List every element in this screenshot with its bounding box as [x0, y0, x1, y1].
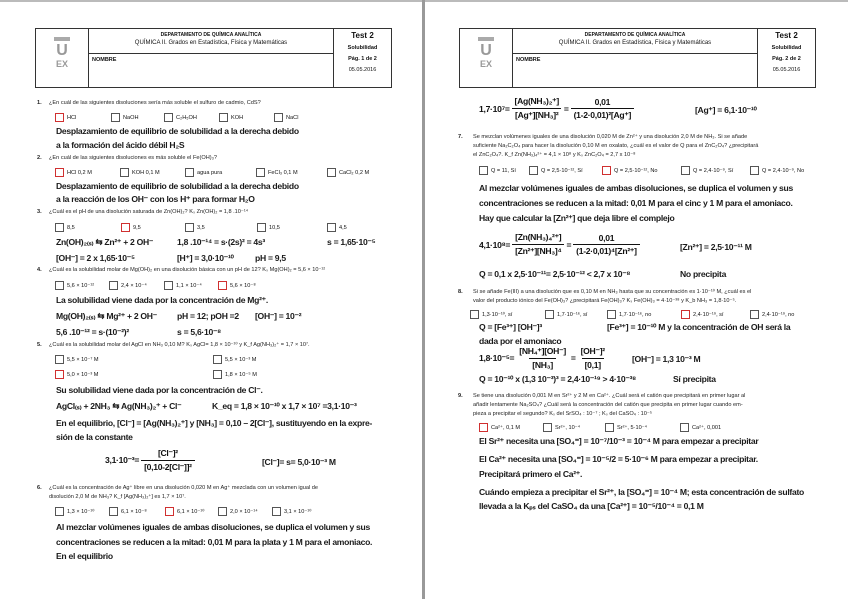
- option[interactable]: 3,5: [185, 223, 205, 232]
- option[interactable]: 2,4·10⁻¹⁹, sí: [681, 310, 724, 319]
- header-table: [35, 28, 392, 88]
- question-number: 4.: [37, 267, 42, 273]
- answer-text: concentraciones se reducen a la mitad: 0,01 M para el cinc y 1 M para el amoniaco.: [479, 198, 793, 208]
- page-divider: [422, 0, 425, 599]
- checkbox[interactable]: [545, 310, 554, 319]
- checkbox-selected[interactable]: [121, 223, 130, 232]
- checkbox-selected[interactable]: [55, 113, 64, 122]
- question-number: 2.: [37, 155, 42, 161]
- department: DEPARTAMENTO DE QUÍMICA ANALÍTICA: [160, 32, 262, 38]
- checkbox[interactable]: [607, 310, 616, 319]
- answer-text: dada por el amoniaco: [479, 336, 562, 346]
- fraction-equation: 4,1·10⁸= $\frac{\text{[Zn(NH₃)₄²⁺]}}{\text{[Zn²⁺][NH₃]⁴}}$ = $\frac{0,01}{\text{(1-2·0,01)⁴[Zn²⁺]}}$: [479, 232, 642, 257]
- result: [Ag⁺] = 6,1·10⁻¹⁰: [695, 105, 757, 115]
- checkbox-selected[interactable]: [602, 166, 611, 175]
- checkbox[interactable]: [213, 370, 222, 379]
- checkbox[interactable]: [55, 223, 64, 232]
- checkbox[interactable]: [164, 113, 173, 122]
- question-text: el ZnC₂O₄?. K_f Zn(NH₃)₄²⁺ = 4,1 × 10⁸ y Kₛ ZnC₂O₄ = 2,7 x 10⁻⁸: [473, 152, 636, 158]
- checkbox[interactable]: [272, 507, 281, 516]
- question-text: Si se añade Fe(III) a una disolución que es 0,10 M en NH₃ hasta que su concentración es 1·10⁻¹⁰ M, ¿cuál es el: [473, 289, 752, 295]
- option[interactable]: 2,0 × 10⁻¹⁴: [218, 507, 258, 516]
- option[interactable]: HCl 0,2 M: [55, 168, 92, 177]
- answer-text: Al mezclar volúmenes iguales de ambas disoluciones, se duplica el volumen y sus: [479, 183, 793, 193]
- result: [Cl⁻]= s= 5,0·10⁻³ M: [262, 457, 336, 467]
- option[interactable]: 1,7·10⁻¹⁶, no: [607, 310, 651, 319]
- answer-text: Al mezclar volúmenes iguales de ambas disoluciones, se duplica el volumen y sus: [56, 522, 370, 532]
- topic: Solubilidad: [771, 45, 802, 51]
- option[interactable]: 1,8 × 10⁻⁵ M: [213, 370, 257, 379]
- date: 05.05.2016: [772, 67, 801, 73]
- question-number: 8.: [458, 289, 463, 295]
- course: QUÍMICA II. Grados en Estadística, Física y Matemáticas: [134, 40, 288, 46]
- page-number: Pág. 2 de 2: [772, 56, 801, 62]
- checkbox[interactable]: [479, 166, 488, 175]
- equation: K_eq = 1,8 × 10⁻¹⁰ x 1,7 × 10⁷ =3,1·10⁻³: [212, 401, 357, 411]
- option[interactable]: KOH: [219, 113, 243, 122]
- answer-text: llevada a la Kₚₛ del CaSO₄ da una [Ca²⁺] = 10⁻⁵/10⁻⁴ = 0,1 M: [479, 501, 704, 511]
- question-text: añadir lentamente Na₂SO₄? ¿Cuál será la concentración del catión que precipita en primer lugar cuando em-: [473, 402, 743, 408]
- equation: 1,8 .10⁻¹⁴ = s·(2s)² = 4s³: [177, 237, 265, 247]
- question-text: ¿Cuál es el pH de una disolución saturada de Zn(OH)₂? Kₛ Zn(OH)₂ = 1,8 .10⁻¹⁴: [49, 209, 249, 215]
- checkbox[interactable]: [327, 168, 336, 177]
- checkbox[interactable]: [750, 310, 759, 319]
- checkbox[interactable]: [55, 355, 64, 364]
- checkbox[interactable]: [219, 113, 228, 122]
- question-text: valor del producto iónico del Fe(OH)₃? ¿precipitará Fe(OH)₃? Kₛ Fe(OH)₃ = 4·10⁻³⁸ y K_b NH₃ = 1,8·10⁻⁵.: [473, 298, 737, 304]
- answer-text: En el equilibrio, [Cl⁻] = [Ag(NH₃)₂⁺] y [NH₃] = 0,10 – 2[Cl⁻], sustituyendo en la expre-: [56, 418, 373, 428]
- option[interactable]: 3,1 × 10⁻¹⁰: [272, 507, 311, 516]
- option[interactable]: 10,5: [257, 223, 280, 232]
- question-text: Se tiene una disolución 0,001 M en Sr²⁺ y 2 M en Ca²⁺. ¿Cuál será el catión que precipitará en primer lugar al: [473, 393, 746, 399]
- result: [OH⁻] = 1,3 10⁻³ M: [632, 354, 701, 364]
- checkbox-selected[interactable]: [218, 281, 227, 290]
- answer-text: El Ca²⁺ necesita una [SO₄⁼] = 10⁻⁵/2 = 5·10⁻⁶ M para empezar a precipitar.: [479, 454, 758, 464]
- option[interactable]: 2,4·10⁻¹⁹, no: [750, 310, 794, 319]
- question-text: ¿Cuál es la concentración de Ag⁺ libre en una disolución 0,020 M en Ag⁺ mezclada con un volumen igual de: [49, 485, 318, 491]
- checkbox[interactable]: [120, 168, 129, 177]
- option[interactable]: 2,4 × 10⁻⁴: [109, 281, 147, 290]
- question-number: 6.: [37, 485, 42, 491]
- answer-text: concentraciones se reducen a la mitad: 0,01 M para la plata y 1 M para el amoniaco.: [56, 537, 373, 547]
- equation: [OH⁻] = 2 x 1,65·10⁻⁵: [56, 253, 135, 263]
- equation: pH = 9,5: [255, 253, 286, 263]
- checkbox-selected[interactable]: [55, 168, 64, 177]
- checkbox[interactable]: [470, 310, 479, 319]
- checkbox-selected[interactable]: [479, 423, 488, 432]
- question-text: ¿Cuál es la solubilidad molar del AgCl en NH₃ 0,10 M? Kₛ AgCl= 1,8 × 10⁻¹⁰ y K_f Ag(NH₃)₂⁺ = 1,7 × 10⁷.: [49, 342, 310, 348]
- option[interactable]: Q = 2,5·10⁻¹², No: [602, 166, 658, 175]
- checkbox-selected[interactable]: [55, 370, 64, 379]
- test-title: Test 2: [775, 31, 798, 40]
- option[interactable]: 5,0 × 10⁻³ M: [55, 370, 98, 379]
- option[interactable]: 4,5: [327, 223, 347, 232]
- option[interactable]: 9,5: [121, 223, 141, 232]
- university-logo: U EX: [52, 37, 72, 79]
- equation: Q = 10⁻¹⁰ x (1,3 10⁻³)³ = 2,4·10⁻¹⁹ > 4·10⁻³⁸: [479, 374, 636, 384]
- equation: pH = 12; pOH =2: [177, 311, 239, 321]
- checkbox[interactable]: [111, 113, 120, 122]
- checkbox[interactable]: [257, 223, 266, 232]
- fraction-equation: 1,7·10⁷= $\frac{\text{[Ag(NH₃)₂⁺]}}{\text{[Ag⁺][NH₃]²}}$ = $\frac{0,01}{\text{(1-2·0,01)²[Ag⁺]}}$: [479, 96, 636, 121]
- answer-text: sión de la constante: [56, 432, 133, 442]
- checkbox[interactable]: [164, 281, 173, 290]
- option[interactable]: 1,3·10⁻¹⁰, sí: [470, 310, 512, 319]
- answer-text: Desplazamiento de equilibrio de solubilidad a la derecha debido: [56, 181, 299, 191]
- question-text: ¿Cuál es la solubilidad molar de Mg(OH)₂ en una disolución básica con un pH de 12? Kₛ Mg(OH)₂ = 5,6 × 10⁻¹²: [49, 267, 326, 273]
- option[interactable]: 8,5: [55, 223, 75, 232]
- option[interactable]: Ca²⁺, 0,1 M: [479, 423, 520, 432]
- checkbox[interactable]: [55, 281, 64, 290]
- checkbox[interactable]: [681, 166, 690, 175]
- answer-text: Su solubilidad viene dada por la concentración de Cl⁻.: [56, 385, 263, 395]
- answer-text: Precipitará primero el Ca²⁺.: [479, 469, 583, 479]
- question-number: 1.: [37, 100, 42, 106]
- option[interactable]: HCl: [55, 113, 76, 122]
- option[interactable]: Sr²⁺, 10⁻⁴: [543, 423, 580, 432]
- answer-text: a la formación del ácido débil H₂S: [56, 140, 185, 150]
- question-number: 7.: [458, 134, 463, 140]
- option[interactable]: 6,1 × 10⁻⁸: [109, 507, 147, 516]
- option[interactable]: NaCl: [274, 113, 298, 122]
- course: QUÍMICA II. Grados en Estadística, Física y Matemáticas: [558, 40, 712, 46]
- question-text: ¿En cuál de las siguientes disoluciones es más soluble el Fe(OH)₃?: [49, 155, 217, 161]
- name-label: NOMBRE: [92, 57, 117, 63]
- option[interactable]: C₂H₅OH: [164, 113, 197, 122]
- fraction-equation: 3,1·10⁻³= $\frac{\text{[Cl⁻]²}}{\text{[0,10-2[Cl⁻]]²}}$: [105, 448, 197, 473]
- option[interactable]: 1,7·10⁻¹⁶, sí: [545, 310, 587, 319]
- equation: [H⁺] = 3,0·10⁻¹⁰: [177, 253, 234, 263]
- equation: Q = [Fe³⁺] [OH⁻]³: [479, 322, 542, 332]
- header-table: [459, 28, 816, 88]
- university-logo: U EX: [476, 37, 496, 79]
- checkbox[interactable]: [109, 507, 118, 516]
- checkbox[interactable]: [750, 166, 759, 175]
- fraction-equation: 1,8·10⁻⁵= $\frac{\text{[NH₄⁺][OH⁻]}}{\text{[NH₃]}}$ = $\frac{\text{[OH⁻]²}}{[0,1]}$: [479, 346, 605, 370]
- answer-text: [Fe³⁺] = 10⁻¹⁰ M y la concentración de OH será la: [607, 322, 791, 332]
- equation: s = 1,65·10⁻⁵: [327, 237, 376, 247]
- option[interactable]: Q = 2,4·10⁻⁹, Sí: [681, 166, 733, 175]
- result: [Zn²⁺] = 2,5·10⁻¹¹ M: [680, 242, 752, 252]
- option[interactable]: Q = 2,5·10⁻¹², Sí: [529, 166, 583, 175]
- option[interactable]: 6,1 × 10⁻¹⁰: [165, 507, 204, 516]
- checkbox[interactable]: [213, 355, 222, 364]
- checkbox[interactable]: [274, 113, 283, 122]
- checkbox[interactable]: [185, 223, 194, 232]
- checkbox[interactable]: [256, 168, 265, 177]
- checkbox[interactable]: [109, 281, 118, 290]
- option[interactable]: NaOH: [111, 113, 139, 122]
- conclusion: No precipita: [680, 269, 727, 279]
- option[interactable]: Sr²⁺, 5·10⁻⁴: [605, 423, 647, 432]
- question-text: pieza a precipitar el segundo? Kₛ del SrSO₄ : 10⁻⁷ ; Kₛ del CaSO₄ : 10⁻⁵: [473, 411, 653, 417]
- option[interactable]: 5,6 × 10⁻¹²: [55, 281, 94, 290]
- checkbox[interactable]: [543, 423, 552, 432]
- checkbox[interactable]: [218, 507, 227, 516]
- equation: AgCl₍ₛ₎ + 2NH₃ ⇆ Ag(NH₃)₂⁺ + Cl⁻: [56, 401, 182, 411]
- option[interactable]: 5,6 × 10⁻⁸: [218, 281, 256, 290]
- checkbox-selected[interactable]: [165, 507, 174, 516]
- option[interactable]: KOH 0,1 M: [120, 168, 160, 177]
- question-text: Se mezclan volúmenes iguales de una disolución 0,020 M de Zn²⁺ y una disolución 2,0 M de NH₃. Si se añade: [473, 134, 748, 140]
- option[interactable]: 1,1 × 10⁻⁴: [164, 281, 202, 290]
- date: 05.05.2016: [348, 67, 377, 73]
- option[interactable]: CaCl₂ 0,2 M: [327, 168, 369, 177]
- option[interactable]: 1,3 × 10⁻¹⁰: [55, 507, 94, 516]
- answer-text: Hay que calcular la [Zn²⁺] que deja libre el complejo: [479, 213, 675, 223]
- checkbox[interactable]: [327, 223, 336, 232]
- name-label: NOMBRE: [516, 57, 541, 63]
- topic: Solubilidad: [347, 45, 378, 51]
- department: DEPARTAMENTO DE QUÍMICA ANALÍTICA: [584, 32, 686, 38]
- equation: Q = 0,1 x 2,5·10⁻¹¹= 2,5·10⁻¹² < 2,7 x 10⁻⁸: [479, 269, 631, 279]
- checkbox[interactable]: [605, 423, 614, 432]
- equation: Zn(OH)₂₍ₛ₎ ⇆ Zn²⁺ + 2 OH⁻: [56, 237, 154, 247]
- question-number: 5.: [37, 342, 42, 348]
- test-title: Test 2: [351, 31, 374, 40]
- option[interactable]: 5,5 × 10⁻³ M: [213, 355, 256, 364]
- answer-text: En el equilibrio: [56, 551, 113, 561]
- checkbox[interactable]: [529, 166, 538, 175]
- answer-text: El Sr²⁺ necesita una [SO₄⁼] = 10⁻⁷/10⁻³ = 10⁻⁴ M para empezar a precipitar: [479, 436, 759, 446]
- equation: 5,6 .10⁻¹² = s·(10⁻²)²: [56, 327, 129, 337]
- option[interactable]: Q = 11, Sí: [479, 166, 516, 175]
- checkbox[interactable]: [680, 423, 689, 432]
- question-text: suficiente Na₂C₂O₄ para hacer la disolución 0,10 M en oxalato, ¿cuál es el valor de Q para el ZnC₂O₄? ¿precipitará: [473, 143, 759, 149]
- question-number: 9.: [458, 393, 463, 399]
- answer-text: Cuándo empieza a precipitar el Sr²⁺, la [SO₄⁼] = 10⁻⁴ M; esta concentración de sulfato: [479, 487, 804, 497]
- answer-text: La solubilidad viene dada por la concentración de Mg²⁺.: [56, 295, 268, 305]
- answer-text: a la reacción de los OH⁻ con los H⁺ para formar H₂O: [56, 194, 255, 204]
- option[interactable]: 5,5 × 10⁻⁷ M: [55, 355, 99, 364]
- checkbox[interactable]: [185, 168, 194, 177]
- equation: Mg(OH)₂₍ₛ₎ ⇆ Mg²⁺ + 2 OH⁻: [56, 311, 157, 321]
- page-number: Pág. 1 de 2: [348, 56, 377, 62]
- question-text: disolución 2,0 M de NH₃? K_f [Ag(NH₃)₂⁺] es 1,7 × 10⁷.: [49, 494, 186, 500]
- option[interactable]: Q = 2,4·10⁻⁹, No: [750, 166, 804, 175]
- question-number: 3.: [37, 209, 42, 215]
- equation: s = 5,6·10⁻⁸: [177, 327, 221, 337]
- checkbox[interactable]: [55, 507, 64, 516]
- logo-cell: [36, 29, 89, 87]
- option[interactable]: FeCl₃ 0,1 M: [256, 168, 298, 177]
- question-text: ¿En cuál de las siguientes disoluciones sería más soluble el sulfuro de cadmio, CdS?: [49, 100, 261, 106]
- conclusion: Sí precipita: [673, 374, 716, 384]
- option[interactable]: Ca²⁺, 0,001: [680, 423, 721, 432]
- checkbox-selected[interactable]: [681, 310, 690, 319]
- answer-text: Desplazamiento de equilibrio de solubilidad a la derecha debido: [56, 126, 299, 136]
- equation: [OH⁻] = 10⁻²: [255, 311, 302, 321]
- option[interactable]: agua pura: [185, 168, 222, 177]
- logo-cell: [460, 29, 513, 87]
